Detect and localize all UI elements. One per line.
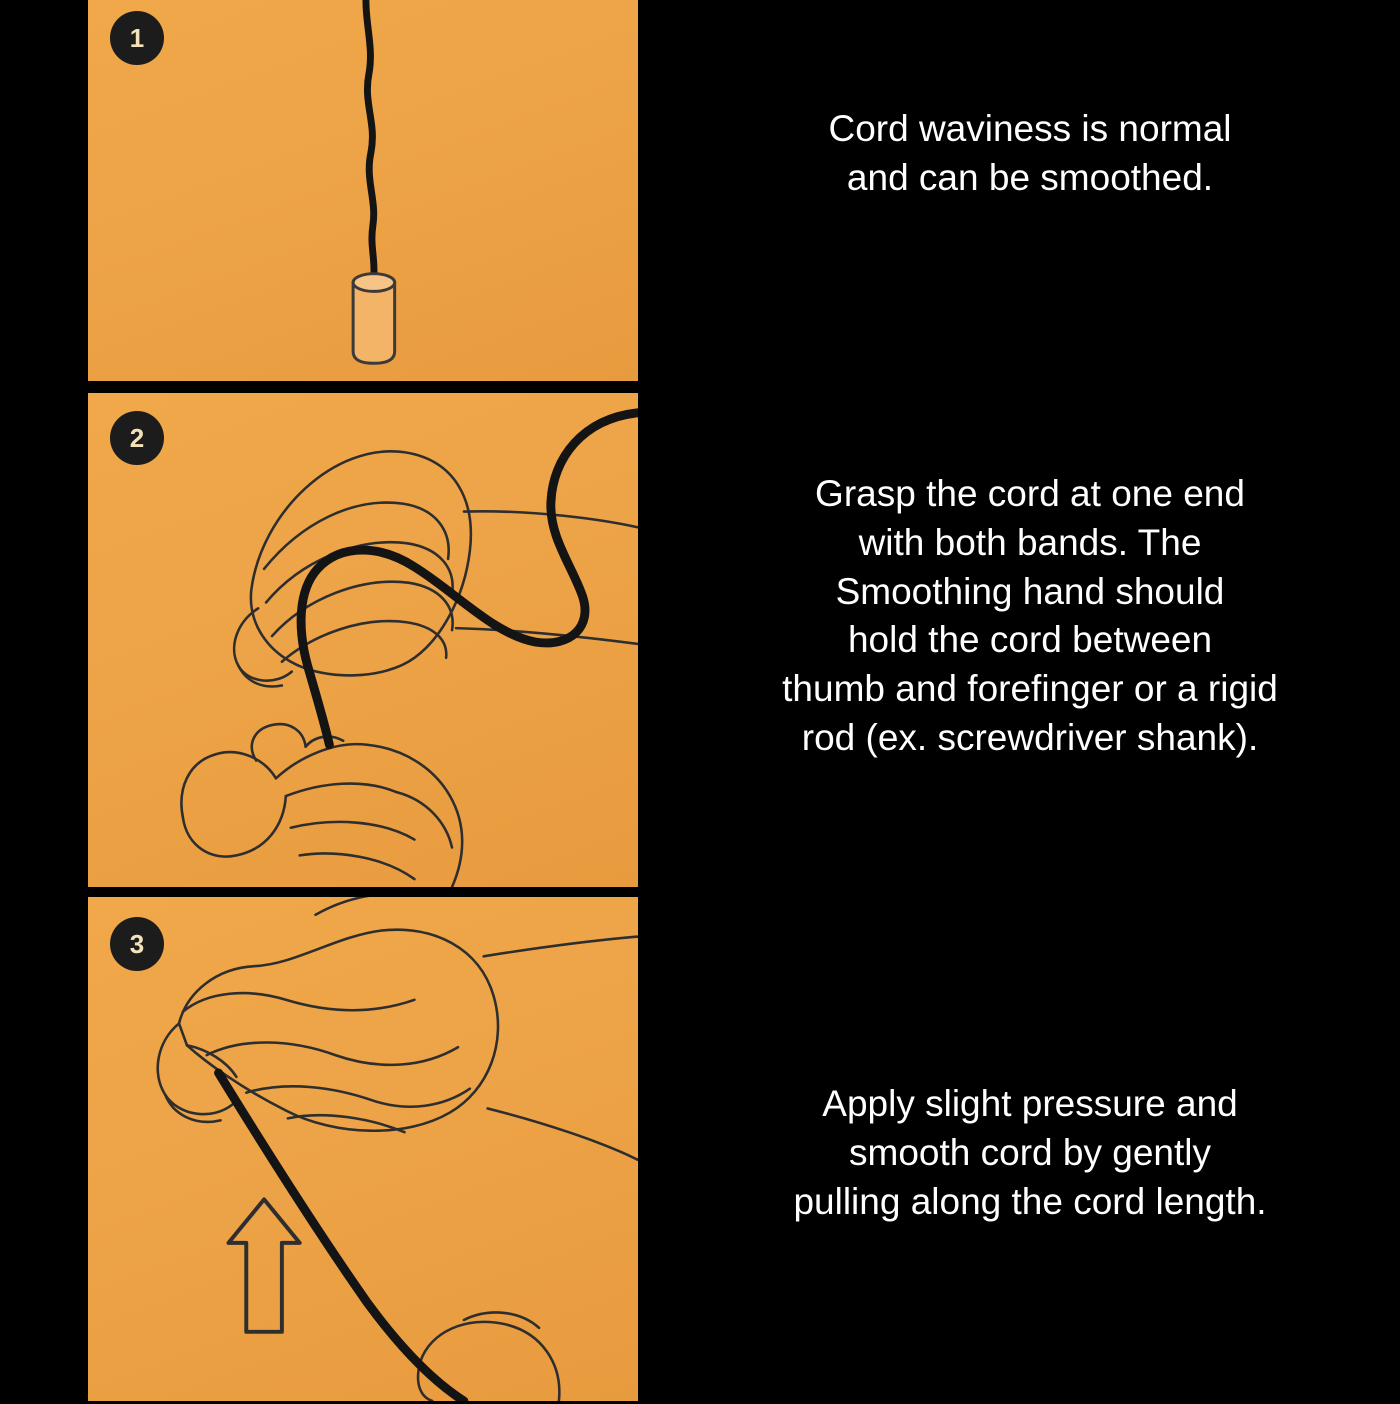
step-2-caption-line-1: Grasp the cord at one end xyxy=(815,473,1245,514)
step-2-caption-line-3: Smoothing hand should xyxy=(835,570,1225,612)
step-3-caption xyxy=(660,1080,1400,1226)
step-3-panel xyxy=(85,894,641,1404)
step-1-caption-line-2: and can be smoothed. xyxy=(846,156,1214,198)
step-2-panel xyxy=(85,390,641,890)
step-3-badge: 3 xyxy=(110,917,164,971)
step-1-caption xyxy=(660,105,1400,203)
step-2-caption-line-2: with both bands. The xyxy=(858,521,1202,563)
hand-pulling-cord-illustration xyxy=(88,897,638,1401)
step-2-caption-line-6: rod (ex. screwdriver shank). xyxy=(801,717,1259,759)
step-2-badge: 2 xyxy=(110,411,164,465)
caption-column xyxy=(660,0,1400,1400)
up-arrow-icon xyxy=(228,1199,299,1331)
step-3-caption-line-2: smooth cord by gently xyxy=(849,1131,1211,1173)
step-1-caption-line-1: Cord waviness is normal xyxy=(828,108,1232,149)
step-1-panel xyxy=(85,0,641,384)
step-1-badge: 1 xyxy=(110,11,164,65)
step-3-caption-line-1: Apply slight pressure and xyxy=(822,1083,1238,1124)
step-3-caption-line-3: pulling along the cord length. xyxy=(793,1180,1267,1222)
step-2-caption-line-5: thumb and forefinger or a rigid xyxy=(782,668,1278,710)
wavy-cord-illustration xyxy=(88,0,638,381)
step-2-caption xyxy=(660,470,1400,763)
illustration-panels xyxy=(85,0,641,1400)
two-hands-grasping-cord-illustration xyxy=(88,393,638,887)
step-2-caption-line-4: hold the cord between xyxy=(847,619,1213,661)
